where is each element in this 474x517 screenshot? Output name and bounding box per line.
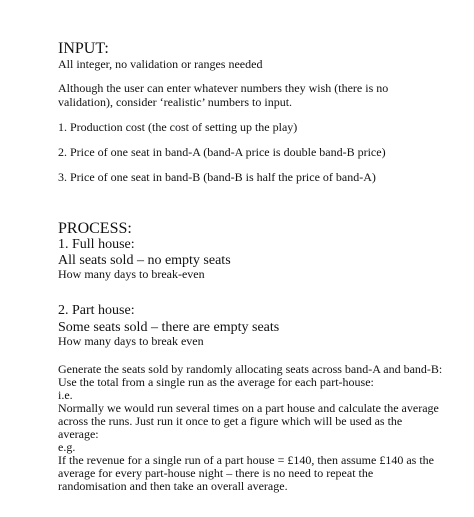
explanation-line: across the runs. Just run it once to get a figure which will be used as the bbox=[58, 414, 403, 428]
input-realistic-line-2: validation), consider ‘realistic’ numbers to input. bbox=[58, 95, 293, 109]
full-house-question: How many days to break-even bbox=[58, 267, 205, 281]
input-realistic-line-1: Although the user can enter whatever numbers they wish (there is no bbox=[58, 81, 389, 95]
explanation-line: If the revenue for a single run of a part house = £140, then assume £140 as the bbox=[58, 453, 434, 467]
part-house-question: How many days to break even bbox=[58, 334, 204, 348]
input-item-production-cost: 1. Production cost (the cost of setting up the play) bbox=[58, 120, 298, 134]
explanation-line: Normally we would run several times on a part house and calculate the average bbox=[58, 401, 439, 415]
input-heading: INPUT: bbox=[58, 40, 109, 57]
input-item-band-b-price: 3. Price of one seat in band-B (band-B is half the price of band-A) bbox=[58, 170, 376, 184]
input-item-band-a-price: 2. Price of one seat in band-A (band-A price is double band-B price) bbox=[58, 145, 386, 159]
process-heading: PROCESS: bbox=[58, 220, 132, 237]
explanation-line: i.e. bbox=[58, 388, 73, 402]
full-house-subtitle: All seats sold – no empty seats bbox=[58, 253, 231, 268]
explanation-line: Generate the seats sold by randomly allocating seats across band-A and band-B: bbox=[58, 362, 443, 376]
explanation-line: randomisation and then take an overall average. bbox=[58, 479, 288, 493]
explanation-line: average: bbox=[58, 427, 99, 441]
explanation-line: average for every part-house night – there is no need to repeat the bbox=[58, 466, 374, 480]
full-house-title: 1. Full house: bbox=[58, 237, 135, 252]
part-house-title: 2. Part house: bbox=[58, 303, 135, 318]
input-note: All integer, no validation or ranges needed bbox=[58, 57, 263, 71]
part-house-subtitle: Some seats sold – there are empty seats bbox=[58, 320, 280, 335]
explanation-line: Use the total from a single run as the average for each part-house: bbox=[58, 375, 374, 389]
explanation-line: e.g. bbox=[58, 440, 76, 454]
